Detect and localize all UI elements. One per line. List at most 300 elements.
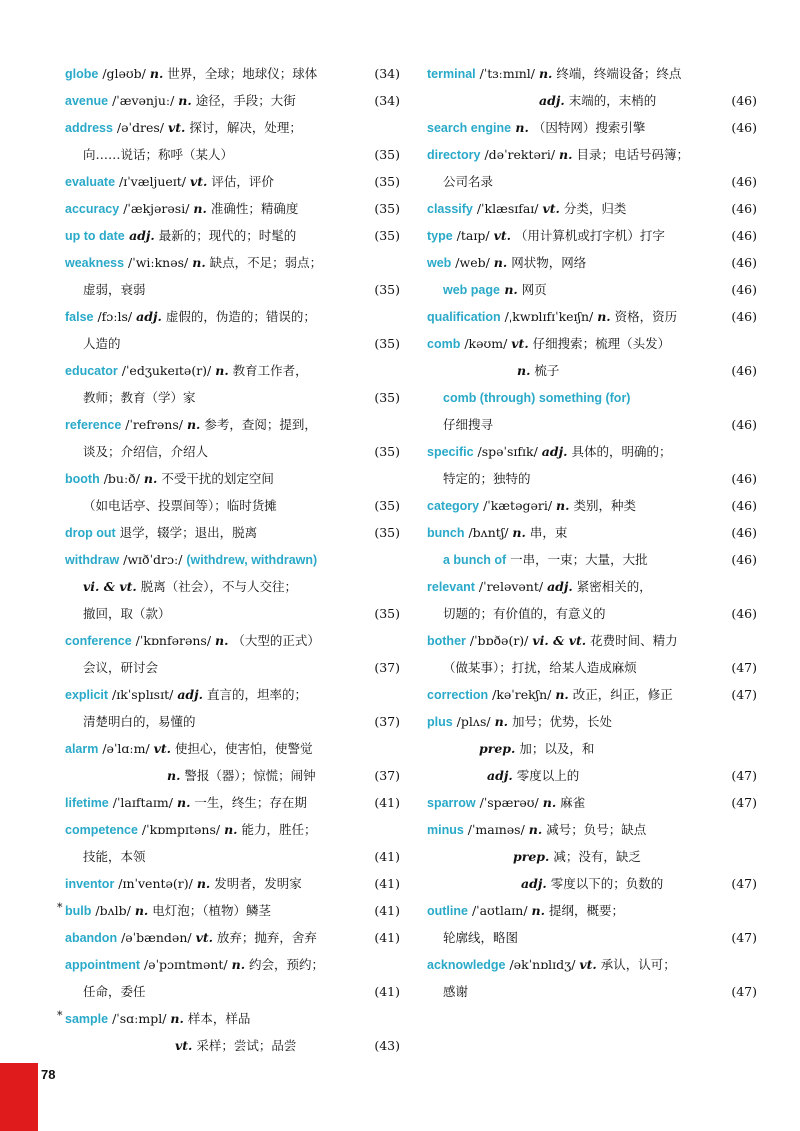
headword: correction	[427, 688, 489, 702]
part-of-speech: adj.	[136, 309, 162, 324]
part-of-speech: n.	[556, 498, 570, 513]
headword: address	[65, 121, 113, 135]
definition: 终端，终端设备；终点	[552, 66, 682, 81]
phonetic: /əˈpɔɪntmənt/	[140, 957, 232, 972]
glossary-line	[65, 249, 400, 276]
definition: 准确性；精确度	[206, 201, 299, 216]
unit-page-ref: (47)	[731, 984, 757, 999]
part-of-speech: n.	[531, 903, 545, 918]
headword-forms: (withdrew, withdrawn)	[186, 553, 318, 567]
definition: （用计算机或打字机）打字	[510, 228, 665, 243]
unit-page-ref: (35)	[374, 498, 400, 513]
definition: 零度以下的；负数的	[546, 876, 664, 891]
unit-page-ref: (47)	[731, 876, 757, 891]
unit-page-ref: (46)	[731, 309, 757, 324]
unit-page-ref: (46)	[731, 228, 757, 243]
definition: 直言的，坦率的；	[203, 687, 308, 702]
headword: globe	[65, 67, 99, 81]
unit-page-ref: (41)	[374, 849, 400, 864]
unit-page-ref: (46)	[731, 525, 757, 540]
part-of-speech: n.	[559, 147, 573, 162]
glossary-line	[427, 438, 757, 465]
phonetic: /əˈbændən/	[117, 930, 196, 945]
part-of-speech: n.	[493, 255, 508, 270]
phonetic: /kəˈrekʃn/	[488, 687, 556, 702]
glossary-line	[427, 87, 757, 114]
unit-page-ref: (34)	[374, 93, 400, 108]
part-of-speech: vt.	[579, 957, 597, 972]
headword: avenue	[65, 94, 109, 108]
headword: evaluate	[65, 175, 116, 189]
phonetic: /ˈkɒnfərəns/	[131, 633, 215, 648]
definition: 紧密相关的，	[572, 579, 652, 594]
phonetic: /spəˈsɪfɪk/	[473, 444, 542, 459]
glossary-line	[427, 357, 757, 384]
definition: 途径，手段；大街	[191, 93, 296, 108]
definition: 会议，研讨会	[83, 660, 159, 675]
glossary-line	[427, 330, 757, 357]
asterisk-marker: *	[57, 1009, 63, 1022]
definition: 加；以及，和	[515, 741, 595, 756]
glossary-line	[427, 816, 757, 843]
part-of-speech: vt.	[167, 120, 186, 135]
headword: relevant	[427, 580, 475, 594]
definition: 减；没有，缺乏	[549, 849, 641, 864]
part-of-speech: adj.	[541, 444, 568, 459]
headword: bunch	[427, 526, 465, 540]
part-of-speech: n.	[494, 714, 509, 729]
unit-page-ref: (47)	[731, 768, 757, 783]
glossary-line	[427, 303, 757, 330]
phonetic: /ˈækjərəsi/	[119, 201, 194, 216]
unit-page-ref: (46)	[731, 174, 757, 189]
definition: 技能，本领	[83, 849, 146, 864]
glossary-line	[427, 465, 757, 492]
phonetic: /gləʊb/	[98, 66, 150, 81]
part-of-speech: n.	[143, 471, 158, 486]
glossary-line	[65, 222, 400, 249]
definition: 样本，样品	[183, 1011, 251, 1026]
unit-page-ref: (34)	[374, 66, 400, 81]
headword: educator	[65, 364, 118, 378]
glossary-line	[57, 1005, 400, 1032]
definition: 提纲，概要；	[544, 903, 624, 918]
part-of-speech: n.	[542, 795, 557, 810]
unit-page-ref: (46)	[731, 255, 757, 270]
definition: 零度以上的	[512, 768, 580, 783]
phonetic: /ˈwiːknəs/	[124, 255, 193, 270]
glossary-line	[65, 843, 400, 870]
definition: 约会，预约；	[245, 957, 325, 972]
definition: 参考，查阅；提到，	[200, 417, 317, 432]
phonetic: /ˈmaɪnəs/	[463, 822, 529, 837]
phonetic: /ɪnˈventə(r)/	[114, 876, 197, 891]
headword: directory	[427, 148, 481, 162]
headword: conference	[65, 634, 132, 648]
glossary-line	[427, 762, 757, 789]
unit-page-ref: (35)	[374, 336, 400, 351]
definition: 具体的，明确的；	[567, 444, 672, 459]
glossary-line	[65, 681, 400, 708]
unit-page-ref: (46)	[731, 498, 757, 513]
headword: drop out	[65, 526, 116, 540]
unit-page-ref: (46)	[731, 471, 757, 486]
part-of-speech: vi. & vt.	[83, 579, 137, 594]
definition: 网页	[517, 282, 547, 297]
headword: withdraw	[65, 553, 120, 567]
glossary-line	[57, 897, 400, 924]
glossary-line	[427, 141, 757, 168]
unit-page-ref: (35)	[374, 201, 400, 216]
page-number: 78	[41, 1067, 56, 1082]
phonetic: /əˈlɑːm/	[98, 741, 154, 756]
glossary-line	[65, 654, 400, 681]
headword: abandon	[65, 931, 118, 945]
definition: 仔细搜寻	[443, 417, 494, 432]
glossary-line	[427, 114, 757, 141]
part-of-speech: n.	[555, 687, 569, 702]
unit-page-ref: (41)	[374, 930, 400, 945]
glossary-line	[65, 546, 400, 573]
unit-page-ref: (35)	[374, 606, 400, 621]
headword: comb (through) something (for)	[443, 391, 631, 405]
part-of-speech: adj.	[547, 579, 573, 594]
glossary-line	[427, 627, 757, 654]
glossary-line	[427, 60, 757, 87]
glossary-line	[427, 519, 757, 546]
headword: false	[65, 310, 94, 324]
unit-page-ref: (47)	[731, 930, 757, 945]
phonetic: /əkˈnɒlɪdʒ/	[505, 957, 580, 972]
glossary-line	[65, 951, 400, 978]
unit-page-ref: (37)	[374, 768, 400, 783]
headword: minus	[427, 823, 464, 837]
glossary-line	[65, 519, 400, 546]
unit-page-ref: (37)	[374, 714, 400, 729]
part-of-speech: n.	[149, 66, 164, 81]
headword: web page	[443, 283, 500, 297]
definition: 教育工作者，	[228, 363, 308, 378]
glossary-line	[427, 573, 757, 600]
definition: 世界，全球；地球仪；球体	[163, 66, 318, 81]
glossary-line	[65, 303, 400, 330]
headword: terminal	[427, 67, 476, 81]
definition: 探讨，解决，处理；	[185, 120, 302, 135]
glossary-line	[65, 465, 400, 492]
headword: inventor	[65, 877, 115, 891]
phonetic: /ɪˈvæljueɪt/	[115, 174, 190, 189]
phonetic: /web/	[451, 255, 494, 270]
phonetic: /ˈreləvənt/	[474, 579, 548, 594]
phonetic: /dəˈrektəri/	[480, 147, 560, 162]
definition: 网状物，网络	[507, 255, 587, 270]
phonetic: /ɪkˈsplɪsɪt/	[108, 687, 178, 702]
glossary-line	[65, 357, 400, 384]
glossary-line	[65, 1032, 400, 1059]
part-of-speech: n.	[224, 822, 238, 837]
glossary-line	[427, 411, 757, 438]
phonetic: /bʌlb/	[91, 903, 135, 918]
part-of-speech: adj.	[539, 93, 565, 108]
glossary-line	[427, 600, 757, 627]
glossary-line	[427, 249, 757, 276]
definition: 电灯泡；（植物）鳞茎	[148, 903, 272, 918]
headword: weakness	[65, 256, 125, 270]
glossary-line	[427, 384, 757, 411]
definition: 串，束	[525, 525, 568, 540]
unit-page-ref: (35)	[374, 390, 400, 405]
glossary-line	[427, 843, 757, 870]
unit-page-ref: (35)	[374, 174, 400, 189]
glossary-line	[65, 438, 400, 465]
unit-page-ref: (37)	[374, 660, 400, 675]
part-of-speech: prep.	[479, 741, 516, 756]
glossary-line	[65, 411, 400, 438]
headword: plus	[427, 715, 453, 729]
definition: 类别，种类	[569, 498, 636, 513]
unit-page-ref: (46)	[731, 417, 757, 432]
headword: web	[427, 256, 452, 270]
definition: 减号；负号；缺点	[542, 822, 647, 837]
asterisk-marker: *	[57, 901, 63, 914]
unit-page-ref: (46)	[731, 120, 757, 135]
definition: 感谢	[443, 984, 469, 999]
glossary-line	[65, 924, 400, 951]
definition: 虚假的，伪造的；错误的；	[161, 309, 316, 324]
definition: 发明者，发明家	[210, 876, 302, 891]
definition: 麻雀	[556, 795, 586, 810]
part-of-speech: vt.	[493, 228, 511, 243]
definition: 改正，纠正，修正	[568, 687, 673, 702]
part-of-speech: n.	[178, 93, 192, 108]
phonetic: /ˌkwɒlɪfɪˈkeɪʃn/	[500, 309, 598, 324]
definition: 目录；电话号码簿；	[572, 147, 689, 162]
definition: 承认，认可；	[596, 957, 676, 972]
phonetic: /bʌntʃ/	[464, 525, 513, 540]
headword: competence	[65, 823, 138, 837]
glossary-line	[427, 492, 757, 519]
page-tab-marker	[0, 1063, 38, 1131]
definition: （做某事）；打扰，给某人造成麻烦	[443, 660, 637, 675]
headword: a bunch of	[443, 553, 507, 567]
glossary-line	[65, 978, 400, 1005]
definition: 轮廓线，略图	[443, 930, 519, 945]
unit-page-ref: (46)	[731, 93, 757, 108]
glossary-line	[65, 816, 400, 843]
definition: 任命，委任	[83, 984, 146, 999]
definition: 资格，资历	[610, 309, 678, 324]
glossary-line	[427, 735, 757, 762]
part-of-speech: n.	[597, 309, 611, 324]
headword: search engine	[427, 121, 512, 135]
glossary-line	[65, 789, 400, 816]
glossary-line	[65, 870, 400, 897]
unit-page-ref: (46)	[731, 606, 757, 621]
part-of-speech: vt.	[190, 174, 208, 189]
unit-page-ref: (43)	[374, 1038, 400, 1053]
headword: bulb	[65, 904, 92, 918]
phonetic: /ˈævənjuː/	[108, 93, 179, 108]
glossary-line	[427, 168, 757, 195]
definition: 一生，终生；存在期	[190, 795, 307, 810]
definition: 虚弱，衰弱	[83, 282, 146, 297]
definition: 退学，辍学；退出，脱离	[115, 525, 258, 540]
glossary-line	[427, 978, 757, 1005]
glossary-line	[65, 141, 400, 168]
glossary-line	[427, 654, 757, 681]
unit-page-ref: (35)	[374, 282, 400, 297]
phonetic: /ˈrefrəns/	[121, 417, 187, 432]
part-of-speech: n.	[538, 66, 553, 81]
glossary-line	[65, 168, 400, 195]
definition: 教师；教育（学）家	[83, 390, 196, 405]
definition: 一串，一束；大量，大批	[506, 552, 648, 567]
phonetic: /taɪp/	[452, 228, 494, 243]
headword: qualification	[427, 310, 501, 324]
glossary-line	[65, 384, 400, 411]
phonetic: /wɪðˈdrɔː/	[119, 552, 187, 567]
phonetic: /ˈklæsɪfaɪ/	[472, 201, 543, 216]
glossary-line	[427, 708, 757, 735]
part-of-speech: n.	[511, 120, 529, 135]
definition: 仔细搜索；梳理（头发）	[528, 336, 671, 351]
part-of-speech: n.	[192, 255, 206, 270]
headword: reference	[65, 418, 122, 432]
headword: sample	[65, 1012, 109, 1026]
phonetic: /ˈlaɪftaɪm/	[108, 795, 177, 810]
part-of-speech: adj.	[521, 876, 547, 891]
headword: lifetime	[65, 796, 109, 810]
definition: 不受干扰的划定空间	[157, 471, 274, 486]
definition: 加号；优势，长处	[508, 714, 612, 729]
part-of-speech: n.	[499, 282, 518, 297]
part-of-speech: n.	[517, 363, 531, 378]
definition: 花费时间、精力	[586, 633, 678, 648]
unit-page-ref: (35)	[374, 147, 400, 162]
glossary-line	[65, 627, 400, 654]
part-of-speech: adj.	[124, 228, 155, 243]
phonetic: /ˈspærəʊ/	[475, 795, 543, 810]
left-column	[57, 60, 400, 1059]
headword: explicit	[65, 688, 109, 702]
definition: 谈及；介绍信，介绍人	[83, 444, 209, 459]
glossary-line	[65, 600, 400, 627]
glossary-line	[427, 276, 757, 303]
unit-page-ref: (46)	[731, 363, 757, 378]
definition: 公司名录	[443, 174, 494, 189]
headword: type	[427, 229, 453, 243]
glossary-line	[427, 870, 757, 897]
unit-page-ref: (46)	[731, 282, 757, 297]
unit-page-ref: (35)	[374, 525, 400, 540]
glossary-line	[427, 951, 757, 978]
definition: 警报（器）；惊慌；闹钟	[180, 768, 316, 783]
unit-page-ref: (47)	[731, 660, 757, 675]
unit-page-ref: (41)	[374, 903, 400, 918]
glossary-line	[65, 114, 400, 141]
glossary-line	[65, 708, 400, 735]
phonetic: /ˈsɑːmpl/	[108, 1011, 171, 1026]
headword: category	[427, 499, 480, 513]
glossary-line	[65, 87, 400, 114]
unit-page-ref: (46)	[731, 552, 757, 567]
headword: classify	[427, 202, 473, 216]
definition: 分类，归类	[559, 201, 627, 216]
phonetic: /ˈbɒðə(r)/	[465, 633, 533, 648]
phonetic: /kəʊm/	[460, 336, 512, 351]
part-of-speech: n.	[193, 201, 207, 216]
glossary-line	[65, 573, 400, 600]
part-of-speech: vt.	[153, 741, 172, 756]
glossary-line	[427, 681, 757, 708]
phonetic: /əˈdres/	[112, 120, 168, 135]
part-of-speech: n.	[167, 768, 181, 783]
part-of-speech: adj.	[177, 687, 204, 702]
phonetic: /ˈtɜːmɪnl/	[475, 66, 539, 81]
definition: 向……说话；称呼（某人）	[83, 147, 234, 162]
part-of-speech: n.	[231, 957, 246, 972]
headword: sparrow	[427, 796, 476, 810]
glossary-line	[65, 762, 400, 789]
part-of-speech: n.	[186, 417, 201, 432]
part-of-speech: vt.	[195, 930, 213, 945]
headword: comb	[427, 337, 461, 351]
glossary-line	[65, 735, 400, 762]
definition: 末端的，末梢的	[564, 93, 657, 108]
part-of-speech: vi. & vt.	[532, 633, 587, 648]
unit-page-ref: (35)	[374, 444, 400, 459]
headword: up to date	[65, 229, 125, 243]
headword: booth	[65, 472, 100, 486]
part-of-speech: n.	[528, 822, 543, 837]
part-of-speech: vt.	[175, 1038, 193, 1053]
definition: （因特网）搜索引擎	[528, 120, 646, 135]
headword: accuracy	[65, 202, 120, 216]
headword: specific	[427, 445, 474, 459]
glossary-line	[65, 276, 400, 303]
unit-page-ref: (46)	[731, 201, 757, 216]
phonetic: /plʌs/	[452, 714, 495, 729]
headword: acknowledge	[427, 958, 506, 972]
part-of-speech: n.	[170, 1011, 184, 1026]
part-of-speech: vt.	[542, 201, 560, 216]
glossary-line	[65, 60, 400, 87]
definition: 切题的；有价值的，有意义的	[443, 606, 606, 621]
part-of-speech: adj.	[487, 768, 513, 783]
glossary-line	[427, 222, 757, 249]
headword: alarm	[65, 742, 99, 756]
phonetic: /ˈedʒukeɪtə(r)/	[117, 363, 216, 378]
phonetic: /ˈkætəgəri/	[479, 498, 557, 513]
unit-page-ref: (47)	[731, 687, 757, 702]
definition: 人造的	[83, 336, 121, 351]
unit-page-ref: (41)	[374, 795, 400, 810]
glossary-line	[65, 330, 400, 357]
glossary-line	[427, 195, 757, 222]
part-of-speech: n.	[134, 903, 149, 918]
part-of-speech: n.	[512, 525, 526, 540]
part-of-speech: n.	[215, 633, 229, 648]
phonetic: /fɔːls/	[93, 309, 137, 324]
definition: 撤回，取（款）	[83, 606, 171, 621]
definition: 最新的；现代的；时髦的	[154, 228, 297, 243]
glossary-line	[427, 546, 757, 573]
definition: （大型的正式）	[228, 633, 320, 648]
part-of-speech: vt.	[511, 336, 529, 351]
glossary-line	[65, 492, 400, 519]
glossary-line	[427, 924, 757, 951]
headword: appointment	[65, 958, 140, 972]
